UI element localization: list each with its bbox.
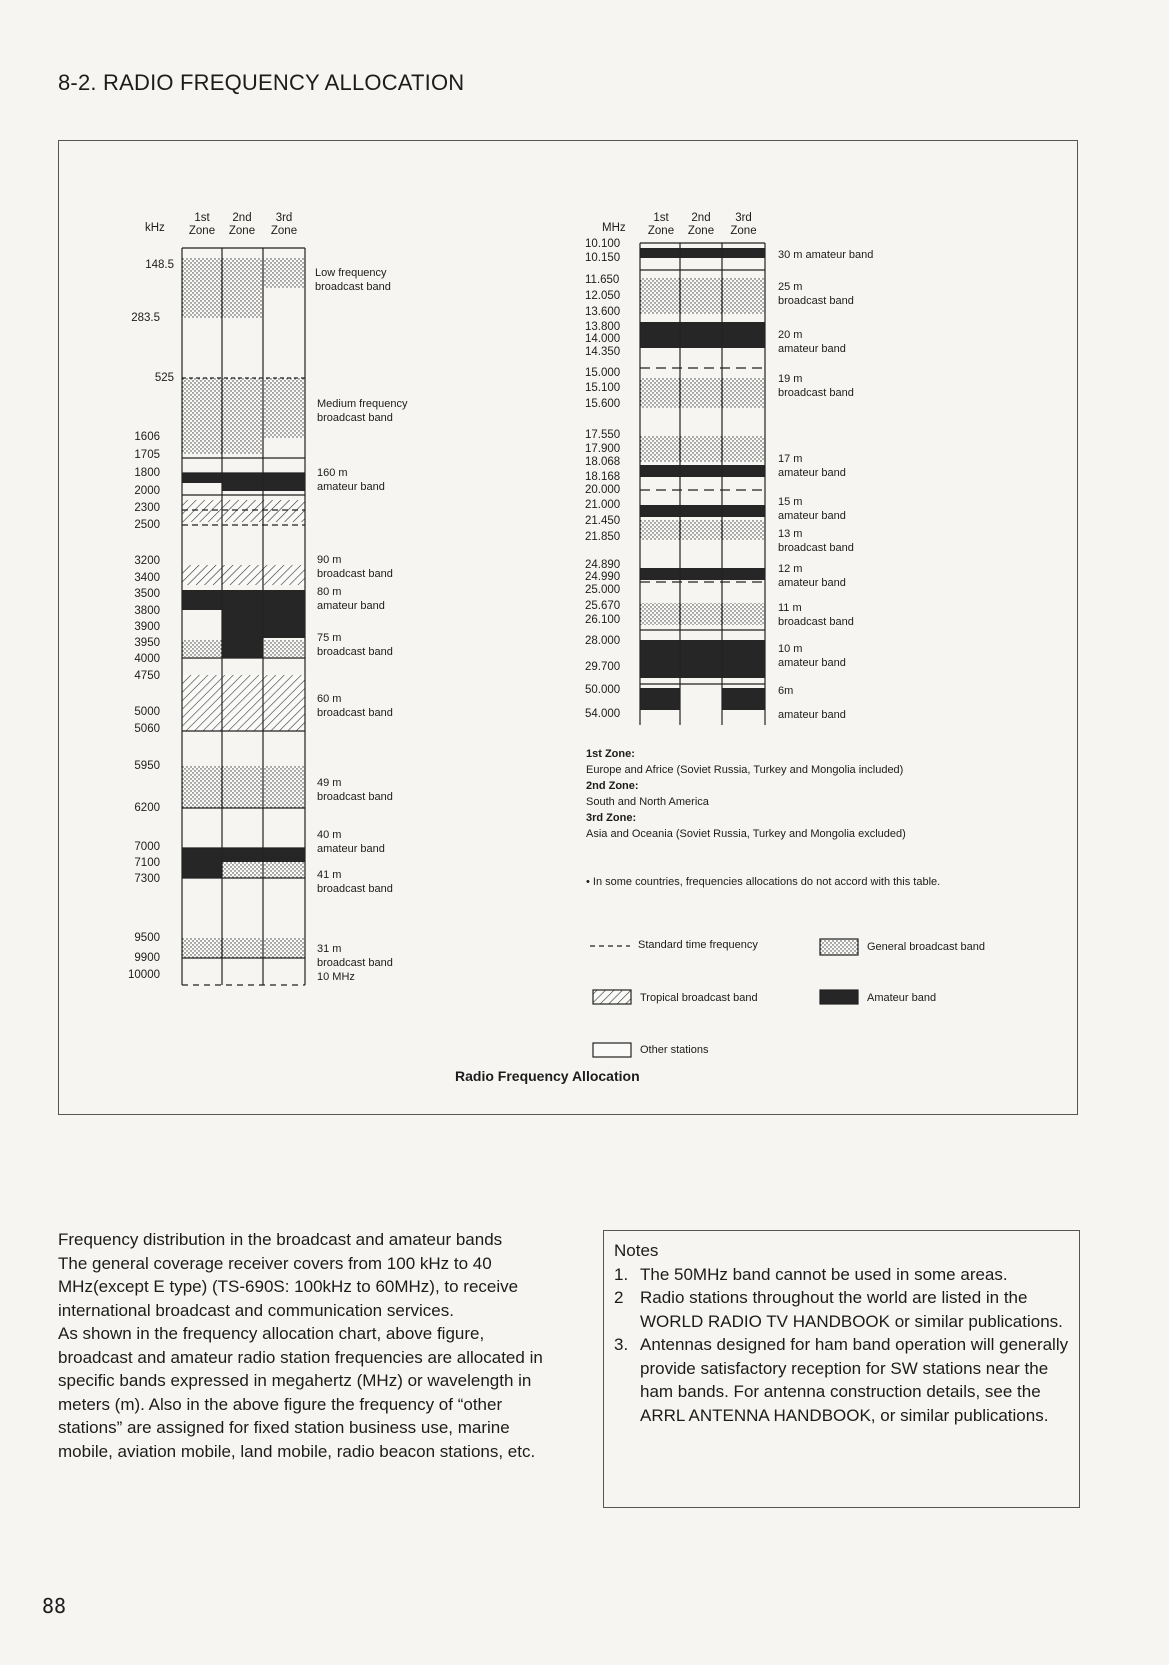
left-band-label-medium-frequency: Medium frequency broadcast band	[317, 398, 408, 424]
left-freq-label: 3950	[134, 637, 160, 649]
legend-tropical-broadcast: Tropical broadcast band	[640, 992, 758, 1004]
left-band-label-160m: 160 m amateur band	[317, 467, 385, 493]
note-number: 3.	[614, 1335, 629, 1354]
left-freq-label: 2500	[134, 519, 160, 531]
left-freq-label: 1800	[134, 467, 160, 479]
left-freq-label: 3500	[134, 588, 160, 600]
left-freq-label: 7300	[134, 873, 160, 885]
right-freq-label: 13.600	[585, 306, 621, 318]
right-freq-label: 18.068	[585, 456, 621, 468]
right-freq-label: 11.650	[585, 274, 620, 286]
notes-title: Notes	[614, 1241, 659, 1260]
legend-general-broadcast: General broadcast band	[867, 941, 986, 953]
right-freq-label: 12.050	[585, 290, 621, 302]
left-freq-label: 2300	[134, 502, 160, 514]
right-freq-label: 21.850	[585, 531, 621, 543]
left-zone-header-1: 1st Zone	[188, 212, 216, 237]
zone-descriptions	[586, 746, 1056, 842]
right-freq-label: 26.100	[585, 614, 621, 626]
zone-3-title: 3rd Zone:	[586, 812, 637, 824]
left-freq-label: 2000	[134, 485, 160, 497]
left-freq-label: 3200	[134, 555, 160, 567]
left-freq-label: 7100	[134, 857, 160, 869]
right-band-label-11m: 11 m broadcast band	[778, 602, 854, 628]
left-band-label-41m: 41 m broadcast band	[317, 869, 393, 895]
right-band-label-25m: 25 m broadcast band	[778, 281, 854, 307]
right-chart-bands	[640, 248, 765, 710]
legend-other-stations: Other stations	[640, 1044, 709, 1056]
left-freq-label: 3900	[134, 621, 160, 633]
left-freq-label: 525	[154, 372, 174, 384]
right-band-label-6m: 6m	[778, 685, 794, 697]
note-text: Radio stations throughout the world are listed in the WORLD RADIO TV HANDBOOK or similar publications.	[640, 1288, 1063, 1331]
left-band-label-31m: 31 m broadcast band 10 MHz	[317, 943, 393, 983]
left-freq-label: 1705	[134, 449, 160, 461]
right-freq-label: 25.000	[585, 584, 621, 596]
right-band-label-6m-amateur: amateur band	[778, 709, 846, 721]
right-band-label-12m: 12 m amateur band	[778, 563, 846, 589]
left-unit-label: kHz	[145, 222, 165, 234]
note-number: 1.	[614, 1264, 629, 1284]
right-freq-label: 15.600	[585, 398, 621, 410]
left-band-label-low-frequency: Low frequency broadcast band	[315, 267, 391, 293]
left-freq-label: 3800	[134, 605, 160, 617]
note-text: Antennas designed for ham band operation will generally provide satisfactory reception for SW stations near the ham bands. For antenna construction details, see the ARRL ANTENNA HANDBOOK, or similar publications.	[640, 1335, 1069, 1425]
left-freq-label: 3400	[134, 572, 160, 584]
body-paragraph: The general coverage receiver covers from 100 kHz to 40 MHz(except E type) (TS-690S: 100kHz to 60MHz), to receive international broadcast and communication services.	[58, 1253, 519, 1320]
right-freq-label: 10.100	[585, 238, 621, 250]
right-band-label-13m: 13 m broadcast band	[778, 528, 854, 554]
left-freq-label: 4000	[134, 653, 160, 665]
legend-standard-time: Standard time frequency	[638, 939, 758, 951]
right-freq-label: 24.890	[585, 559, 621, 571]
right-freq-label: 21.450	[585, 515, 621, 527]
zone-1-title: 1st Zone:	[586, 748, 635, 760]
right-freq-label: 28.000	[585, 635, 621, 647]
body-paragraph: As shown in the frequency allocation chart, above figure, broadcast and amateur radio station frequencies are allocated in specific bands expressed in megahertz (MHz) or wavelength in meters (m). Also in the above figure the frequency of “other stations” are assigned for fixed station business use, marine mobile, aviation mobile, land mobile, radio beacon stations, etc.	[58, 1324, 543, 1461]
left-zone-header-3: 3rd Zone	[270, 212, 298, 237]
left-freq-label: 4750	[134, 670, 160, 682]
figure-caption: Radio Frequency Allocation	[455, 1068, 640, 1084]
left-band-label-49m: 49 m broadcast band	[317, 777, 393, 803]
left-freq-label: 9900	[134, 952, 160, 964]
right-freq-label: 20.000	[585, 484, 621, 496]
note-item	[614, 1333, 1069, 1427]
page-number: 88	[42, 1594, 67, 1618]
left-freq-label: 1606	[134, 431, 160, 443]
left-freq-label: 6200	[134, 802, 160, 814]
note-text: The 50MHz band cannot be used in some areas.	[640, 1264, 1008, 1284]
right-unit-label: MHz	[602, 222, 626, 234]
right-zone-header-1: 1st Zone	[647, 212, 675, 237]
notes-box	[603, 1230, 1080, 1508]
zone-3-text: Asia and Oceania (Soviet Russia, Turkey and Mongolia excluded)	[586, 828, 906, 840]
left-freq-label: 148.5	[145, 259, 174, 271]
note-item	[614, 1263, 1069, 1287]
right-freq-label: 17.900	[585, 443, 621, 455]
right-zone-header-2: 2nd Zone	[687, 212, 715, 237]
right-freq-label: 54.000	[585, 708, 621, 720]
right-freq-label: 13.800	[585, 321, 621, 333]
left-chart-bands	[182, 258, 305, 958]
right-band-label-17m: 17 m amateur band	[778, 453, 846, 479]
left-freq-label: 10000	[128, 969, 160, 981]
left-band-label-60m: 60 m broadcast band	[317, 693, 393, 719]
right-band-label-20m: 20 m amateur band	[778, 329, 846, 355]
left-band-label-40m: 40 m amateur band	[317, 829, 385, 855]
right-freq-label: 10.150	[585, 252, 621, 264]
section-title: 8-2. RADIO FREQUENCY ALLOCATION	[58, 70, 465, 95]
table-footnote: • In some countries, frequencies allocations do not accord with this table.	[586, 876, 941, 888]
notes-list	[614, 1263, 1069, 1428]
right-freq-label: 15.000	[585, 367, 621, 379]
left-zone-header-2: 2nd Zone	[228, 212, 256, 237]
left-freq-label: 9500	[134, 932, 160, 944]
right-zone-header-3: 3rd Zone	[730, 212, 757, 237]
left-freq-label: 5950	[134, 760, 160, 772]
right-freq-label: 21.000	[585, 499, 621, 511]
right-freq-label: 50.000	[585, 684, 621, 696]
left-freq-label: 283.5	[131, 312, 160, 324]
right-freq-label: 29.700	[585, 661, 621, 673]
right-freq-label: 15.100	[585, 382, 621, 394]
right-band-label-19m: 19 m broadcast band	[778, 373, 854, 399]
left-freq-label: 5060	[134, 723, 160, 735]
left-freq-label: 5000	[134, 706, 160, 718]
right-band-label-15m: 15 m amateur band	[778, 496, 846, 522]
body-text	[58, 1228, 548, 1463]
zone-1-text: Europe and Africe (Soviet Russia, Turkey and Mongolia included)	[586, 764, 904, 776]
note-number: 2	[614, 1288, 624, 1307]
right-freq-label: 17.550	[585, 429, 621, 441]
zone-2-title: 2nd Zone:	[586, 780, 639, 792]
zone-2-text: South and North America	[586, 796, 709, 808]
right-band-label-10m: 10 m amateur band	[778, 643, 846, 669]
right-freq-label: 24.990	[585, 571, 621, 583]
left-band-label-80m: 80 m amateur band	[317, 586, 385, 612]
left-freq-label: 7000	[134, 841, 160, 853]
right-freq-label: 18.168	[585, 471, 621, 483]
left-band-label-75m: 75 m broadcast band	[317, 632, 393, 658]
right-band-label-30m: 30 m amateur band	[778, 249, 874, 261]
body-paragraph: Frequency distribution in the broadcast and amateur bands	[58, 1230, 503, 1249]
left-band-label-90m: 90 m broadcast band	[317, 554, 393, 580]
right-freq-label: 25.670	[585, 600, 621, 612]
right-freq-label: 14.000	[585, 333, 621, 345]
right-freq-label: 14.350	[585, 346, 621, 358]
legend-amateur: Amateur band	[867, 992, 937, 1004]
note-item	[614, 1286, 1069, 1333]
